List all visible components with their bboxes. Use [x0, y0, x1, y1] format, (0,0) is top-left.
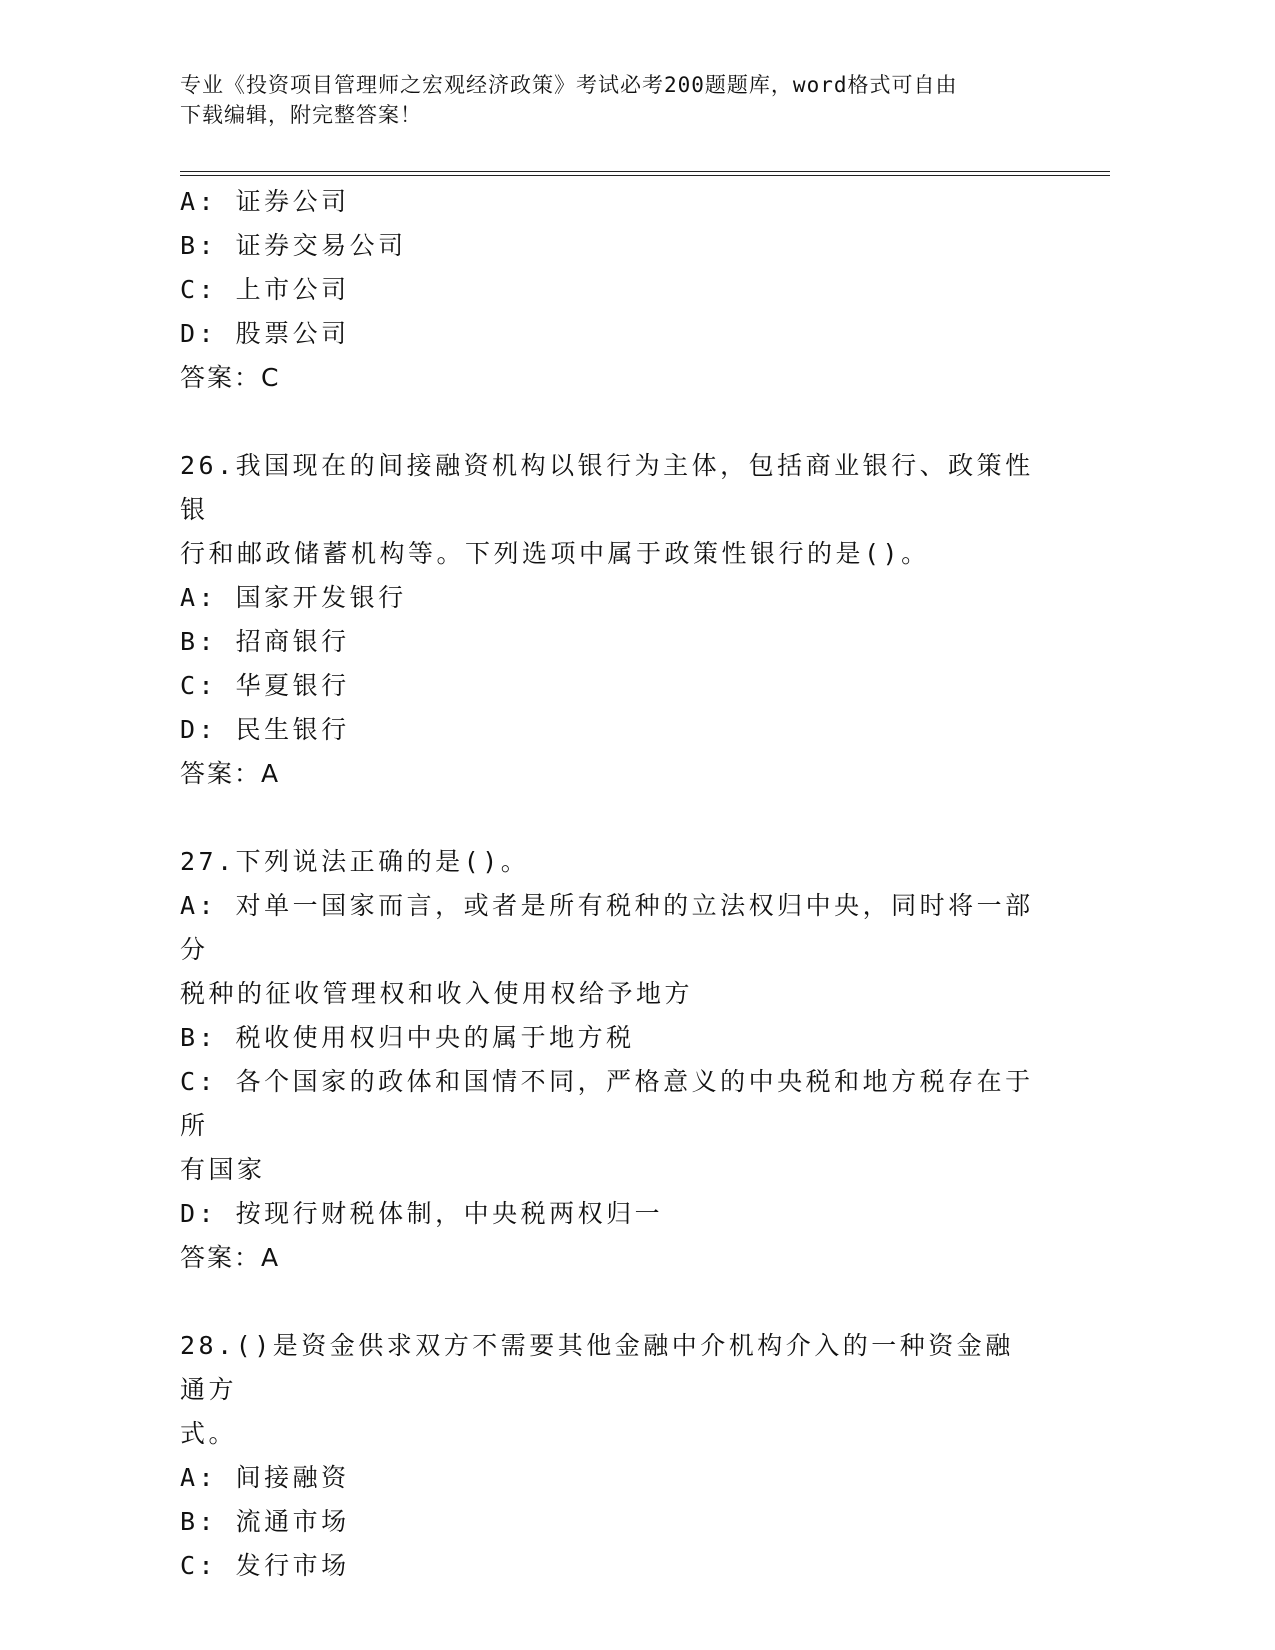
- question-stem: 26.我国现在的间接融资机构以银行为主体，包括商业银行、政策性银: [180, 451, 1034, 524]
- header-line: 下载编辑，附完整答案！: [180, 103, 422, 127]
- option-d: D: 股票公司: [180, 319, 350, 348]
- option-a-continued: 税种的征收管理权和收入使用权给予地方: [180, 979, 694, 1008]
- answer: 答案：A: [180, 1243, 281, 1272]
- option-b: B: 税收使用权归中央的属于地方税: [180, 1023, 635, 1052]
- option-c: C: 上市公司: [180, 275, 350, 304]
- question-stem: 28.()是资金供求双方不需要其他金融中介机构介入的一种资金融通方: [180, 1331, 1014, 1404]
- option-b: B: 流通市场: [180, 1507, 350, 1536]
- question-stem: 27.下列说法正确的是()。: [180, 847, 530, 876]
- spacer: [180, 796, 1040, 840]
- document-header: [180, 70, 1040, 130]
- question-stem: 式。: [180, 1419, 238, 1448]
- spacer: [180, 400, 1040, 444]
- header-line: 专业《投资项目管理师之宏观经济政策》考试必考200题题库，word格式可自由: [180, 73, 958, 97]
- option-a: A: 国家开发银行: [180, 583, 407, 612]
- option-d: D: 按现行财税体制，中央税两权归一: [180, 1199, 664, 1228]
- option-b: B: 招商银行: [180, 627, 350, 656]
- option-c: C: 发行市场: [180, 1551, 350, 1580]
- question-list: [180, 180, 1040, 1588]
- question-26: [180, 444, 1040, 796]
- answer: 答案：A: [180, 759, 281, 788]
- option-b: B: 证券交易公司: [180, 231, 407, 260]
- option-a: A: 证券公司: [180, 187, 350, 216]
- option-a: A: 间接融资: [180, 1463, 350, 1492]
- header-divider: [180, 171, 1110, 176]
- option-c: C: 华夏银行: [180, 671, 350, 700]
- question-28: [180, 1324, 1040, 1588]
- question-stem: 行和邮政储蓄机构等。下列选项中属于政策性银行的是()。: [180, 539, 930, 568]
- option-c: C: 各个国家的政体和国情不同，严格意义的中央税和地方税存在于所: [180, 1067, 1034, 1140]
- option-a: A: 对单一国家而言，或者是所有税种的立法权归中央，同时将一部分: [180, 891, 1034, 964]
- question-25: [180, 180, 1040, 400]
- question-27: [180, 840, 1040, 1280]
- option-c-continued: 有国家: [180, 1155, 266, 1184]
- answer: 答案：C: [180, 363, 281, 392]
- option-d: D: 民生银行: [180, 715, 350, 744]
- spacer: [180, 1280, 1040, 1324]
